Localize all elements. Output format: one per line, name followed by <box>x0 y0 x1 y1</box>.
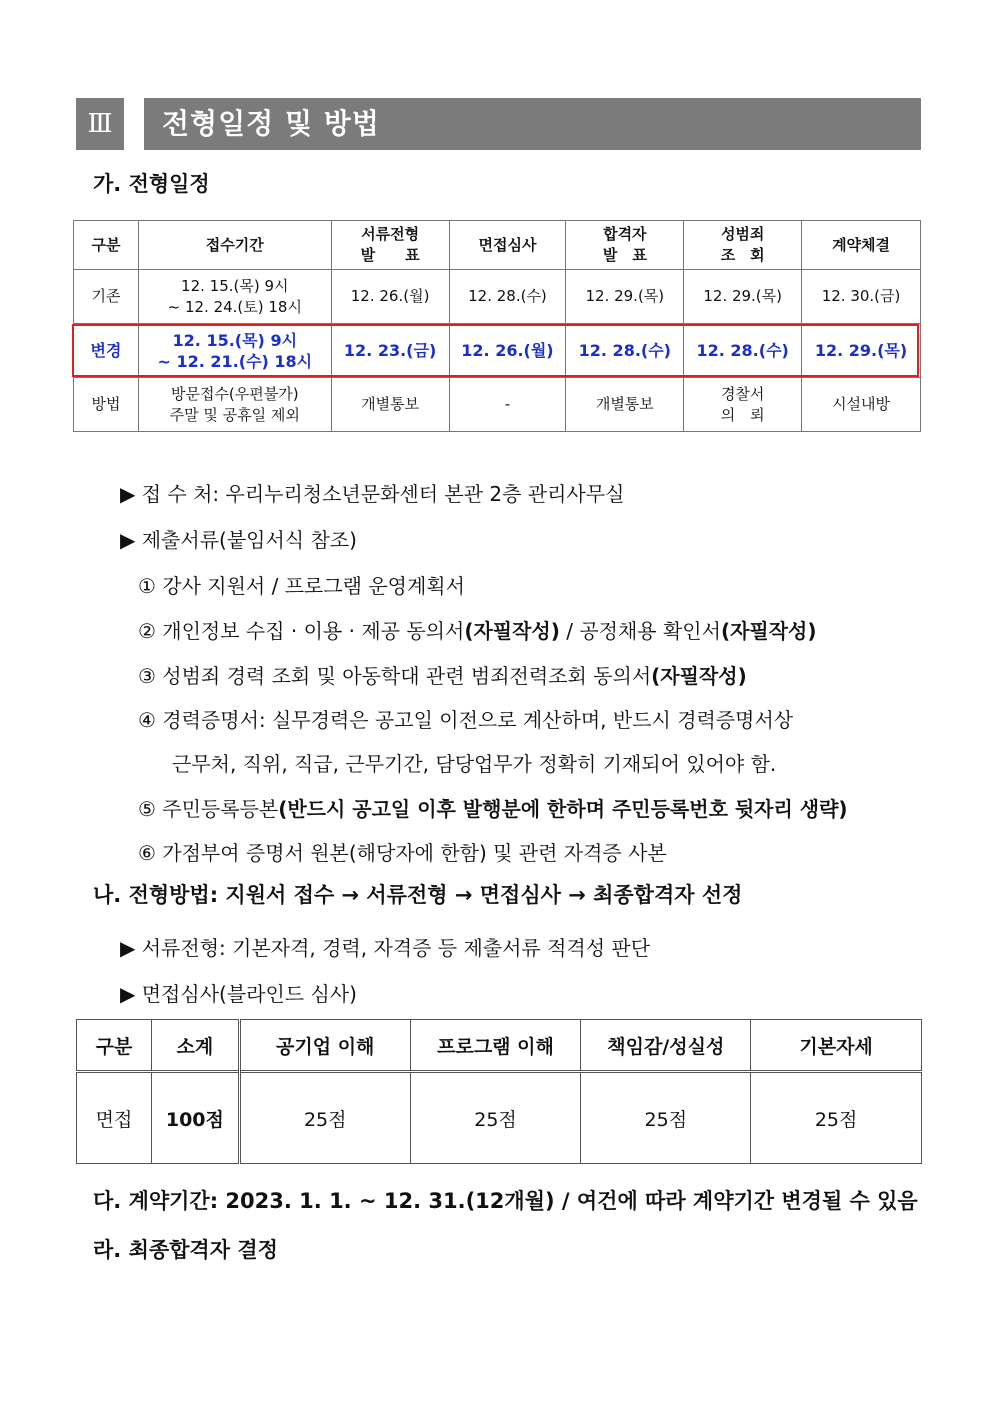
crime-check-method-cell: 경찰서 의 뢰 <box>684 378 802 432</box>
interview-score-table <box>76 1019 922 1164</box>
subsection-method-heading: 나. 전형방법: 지원서 접수 → 서류전형 → 면접심사 → 최종합격자 선정 <box>93 883 743 907</box>
crime-check-date-cell: 12. 29.(목) <box>684 270 802 324</box>
document-item-4: ④ 경력증명서: 실무경력은 공고일 이전으로 계산하며, 반드시 경력증명서상 <box>138 708 794 732</box>
score-header-cell: 책임감/성실성 <box>581 1020 751 1072</box>
documents-bullet: ▶ 제출서류(붙임서식 참조) <box>120 528 357 552</box>
section-title: 전형일정 및 방법 <box>144 98 921 150</box>
interview-bullet: ▶ 면접심사(블라인드 심사) <box>120 982 357 1006</box>
document-item-4-cont: 근무처, 직위, 직급, 근무기간, 담당업무가 정확히 기재되어 있어야 함. <box>172 752 777 776</box>
score-header-cell: 기본자세 <box>751 1020 922 1072</box>
period-cell: 방문접수(우편불가) 주말 및 공휴일 제외 <box>138 378 331 432</box>
score-header-cell: 소계 <box>151 1020 239 1072</box>
item2-text-2: / 공정채용 확인서 <box>559 619 721 643</box>
score-header-row <box>77 1020 922 1072</box>
interview-date-cell: 12. 26.(월) <box>449 324 566 378</box>
score-total-cell: 100점 <box>151 1072 239 1164</box>
document-item-3 <box>138 660 747 689</box>
subsection-schedule-heading: 가. 전형일정 <box>93 172 210 196</box>
interview-date-cell: 12. 28.(수) <box>449 270 566 324</box>
header-cell: 서류전형 발 표 <box>331 221 449 270</box>
schedule-row-original <box>74 270 921 324</box>
item3-text: ③ 성범죄 경력 조회 및 아동학대 관련 범죄전력조회 동의서 <box>138 664 652 688</box>
interview-method-cell: - <box>449 378 566 432</box>
score-header-cell: 공기업 이해 <box>239 1020 410 1072</box>
section-number: Ⅲ <box>76 98 124 150</box>
item5-text: ⑤ 주민등록등본 <box>138 797 279 821</box>
schedule-header-row <box>74 221 921 270</box>
score-header-cell: 프로그램 이해 <box>410 1020 581 1072</box>
document-item-6: ⑥ 가점부여 증명서 원본(해당자에 한함) 및 관련 자격증 사본 <box>138 841 667 865</box>
header-cell: 계약체결 <box>802 221 921 270</box>
result-date-cell: 12. 28.(수) <box>566 324 684 378</box>
score-cell: 25점 <box>581 1072 751 1164</box>
document-item-5 <box>138 793 848 822</box>
schedule-row-method <box>74 378 921 432</box>
contract-method-cell: 시설내방 <box>802 378 921 432</box>
row-label: 방법 <box>74 378 139 432</box>
result-date-cell: 12. 29.(목) <box>566 270 684 324</box>
changed-row-highlight <box>72 324 919 377</box>
header-cell: 성범죄 조 회 <box>684 221 802 270</box>
doc-review-bullet: ▶ 서류전형: 기본자격, 경력, 자격증 등 제출서류 적격성 판단 <box>120 936 651 960</box>
header-cell: 합격자 발 표 <box>566 221 684 270</box>
score-row <box>77 1072 922 1164</box>
score-cell: 25점 <box>239 1072 410 1164</box>
document-item-1: ① 강사 지원서 / 프로그램 운영계획서 <box>138 574 465 598</box>
doc-date-cell: 12. 26.(월) <box>331 270 449 324</box>
item2-emphasis-2: (자필작성) <box>720 619 817 643</box>
period-cell: 12. 15.(목) 9시 ~ 12. 24.(토) 18시 <box>138 270 331 324</box>
header-cell: 접수기간 <box>138 221 331 270</box>
score-cell: 25점 <box>410 1072 581 1164</box>
row-label: 기존 <box>74 270 139 324</box>
header-cell: 구분 <box>74 221 139 270</box>
subsection-contract-heading: 다. 계약기간: 2023. 1. 1. ~ 12. 31.(12개월) / 여건에 따라 계약기간 변경될 수 있음 <box>93 1189 918 1213</box>
subsection-final-heading: 라. 최종합격자 결정 <box>93 1238 278 1262</box>
score-cell: 면접 <box>77 1072 152 1164</box>
period-cell: 12. 15.(목) 9시 ~ 12. 21.(수) 18시 <box>138 324 331 378</box>
crime-check-date-cell: 12. 28.(수) <box>684 324 802 378</box>
item2-text: ② 개인정보 수집 · 이용 · 제공 동의서 <box>138 619 465 643</box>
row-label: 변경 <box>74 324 139 378</box>
document-item-2 <box>138 615 817 644</box>
item2-emphasis: (자필작성) <box>464 619 560 643</box>
contract-date-cell: 12. 29.(목) <box>802 324 921 378</box>
reception-bullet: ▶ 접 수 처: 우리누리청소년문화센터 본관 2층 관리사무실 <box>120 482 625 506</box>
doc-method-cell: 개별통보 <box>331 378 449 432</box>
item5-emphasis: (반드시 공고일 이후 발행분에 한하며 주민등록번호 뒷자리 생략) <box>278 797 848 821</box>
contract-date-cell: 12. 30.(금) <box>802 270 921 324</box>
header-cell: 면접심사 <box>449 221 566 270</box>
result-method-cell: 개별통보 <box>566 378 684 432</box>
score-header-cell: 구분 <box>77 1020 152 1072</box>
doc-date-cell: 12. 23.(금) <box>331 324 449 378</box>
score-cell: 25점 <box>751 1072 922 1164</box>
item3-emphasis: (자필작성) <box>651 664 747 688</box>
